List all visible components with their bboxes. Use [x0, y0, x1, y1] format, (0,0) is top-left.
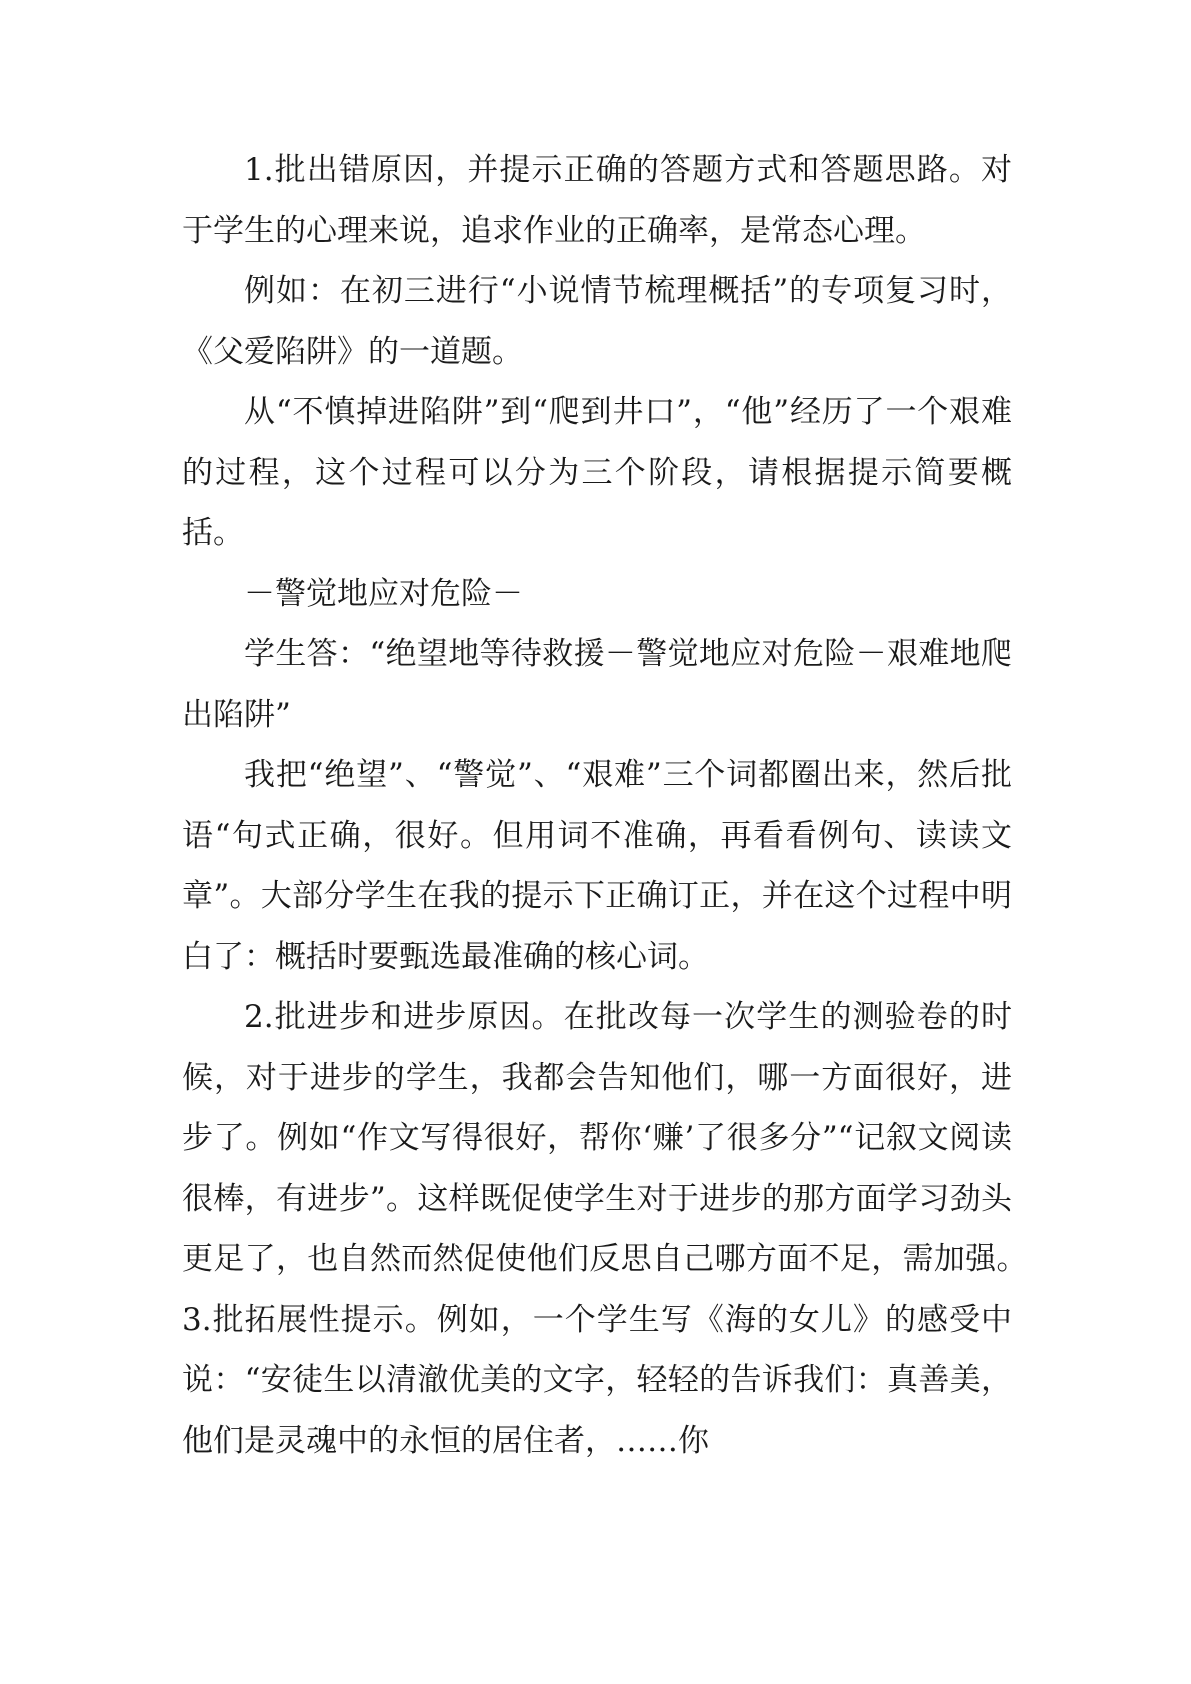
paragraph: 例如：在初三进行“小说情节梳理概括”的专项复习时，《父爱陷阱》的一道题。: [182, 273, 1012, 370]
paragraph: 2.批进步和进步原因。在批改每一次学生的测验卷的时候，对于进步的学生，我都会告知他们，哪一方面很好，进步了。例如“作文写得很好，帮你‘赚’了很多分”“记叙文阅读很棒，有进步”。这样既促使学生对于进步的那方面学习劲头更足了，也自然而然促使他们反思自己哪方面不足，需加强。 3.批拓展性提示。例如，一个学生写《海的女儿》的感受中说：“安徒生以清澈优美的文字，轻轻的告诉我们：真善美，他们是灵魂中的永恒的居住者，……你: [182, 999, 1136, 1459]
paragraph: 我把“绝望”、“警觉”、“艰难”三个词都圈出来，然后批语“句式正确，很好。但用词不准确，再看看例句、读读文章”。大部分学生在我的提示下正确订正，并在这个过程中明白了：概括时要甄选最准确的核心词。: [182, 757, 1012, 975]
document-body: [182, 140, 1136, 1471]
paragraph: －警觉地应对危险－: [244, 575, 523, 612]
paragraph: 1.批出错原因，并提示正确的答题方式和答题思路。对于学生的心理来说，追求作业的正确率，是常态心理。: [182, 152, 1012, 249]
paragraph: 从“不慎掉进陷阱”到“爬到井口”，“他”经历了一个艰难的过程，这个过程可以分为三个阶段，请根据提示简要概括。: [182, 394, 1012, 551]
paragraph: 学生答：“绝望地等待救援－警觉地应对危险－艰难地爬出陷阱”: [182, 636, 1012, 733]
